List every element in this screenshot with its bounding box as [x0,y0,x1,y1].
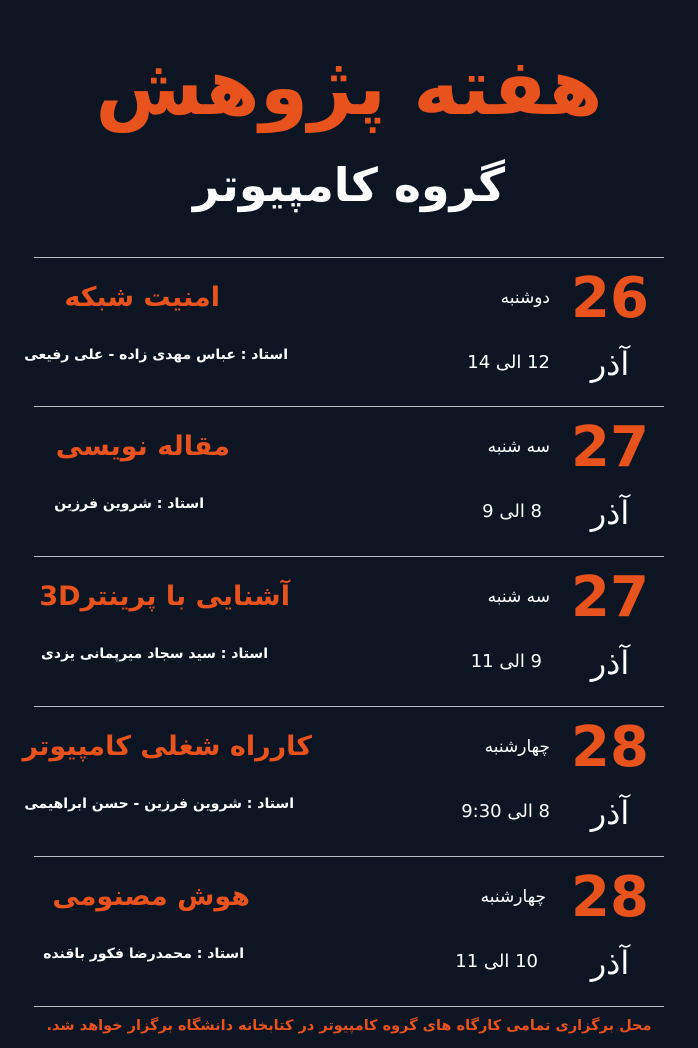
schedule-row [0,258,698,408]
time-range: 10 الی 11 [455,951,538,972]
day-number: 28 [571,865,649,930]
page-subtitle: گروه کامپیوتر [193,158,505,212]
day-number: 27 [571,415,649,480]
weekday-label: دوشنبه [500,288,550,308]
day-number: 28 [571,715,649,780]
footer-note: محل برگزاری تمامی کارگاه های گروه کامپیوتر در کتابخانه دانشگاه برگزار خواهد شد. [46,1018,652,1034]
schedule-row [0,407,698,557]
weekday-label: سه شنبه [487,587,550,607]
teacher-name: استاد : محمدرضا فکور باقنده [43,946,244,962]
workshop-title: امنیت شبکه [64,282,220,313]
teacher-name: استاد : شروین فرزین - حسن ابراهیمی [24,796,294,812]
day-number: 27 [571,565,649,630]
teacher-name: استاد : شروین فرزین [54,496,204,512]
divider [34,1006,664,1007]
workshop-title: مقاله نویسی [55,431,230,462]
schedule-row [0,707,698,857]
time-range: 9 الی 11 [470,651,542,672]
workshop-title: کارراه شغلی کامپیوتر [22,731,312,762]
weekday-label: چهارشنبه [484,737,550,757]
teacher-name: استاد : عباس مهدی زاده - علی رفیعی [24,347,288,363]
time-range: 12 الی 14 [467,352,550,373]
workshop-title: هوش مصنومی [52,881,250,912]
weekday-label: سه شنبه [487,437,550,457]
month-label: آذر [590,944,630,982]
page-title: هفته پژوهش [95,43,603,133]
month-label: آذر [590,794,630,832]
time-range: 8 الی 9 [482,501,542,522]
weekday-label: چهارشنبه [480,887,546,907]
time-range: 8 الی 9:30 [461,801,550,822]
workshop-title: آشنایی با پرینتر3D [39,581,290,612]
day-number: 26 [571,266,649,331]
month-label: آذر [590,345,630,383]
teacher-name: استاد : سید سجاد میرپمانی یزدی [41,646,268,662]
schedule-row [0,557,698,707]
schedule-row [0,857,698,1007]
month-label: آذر [590,494,630,532]
month-label: آذر [590,644,630,682]
